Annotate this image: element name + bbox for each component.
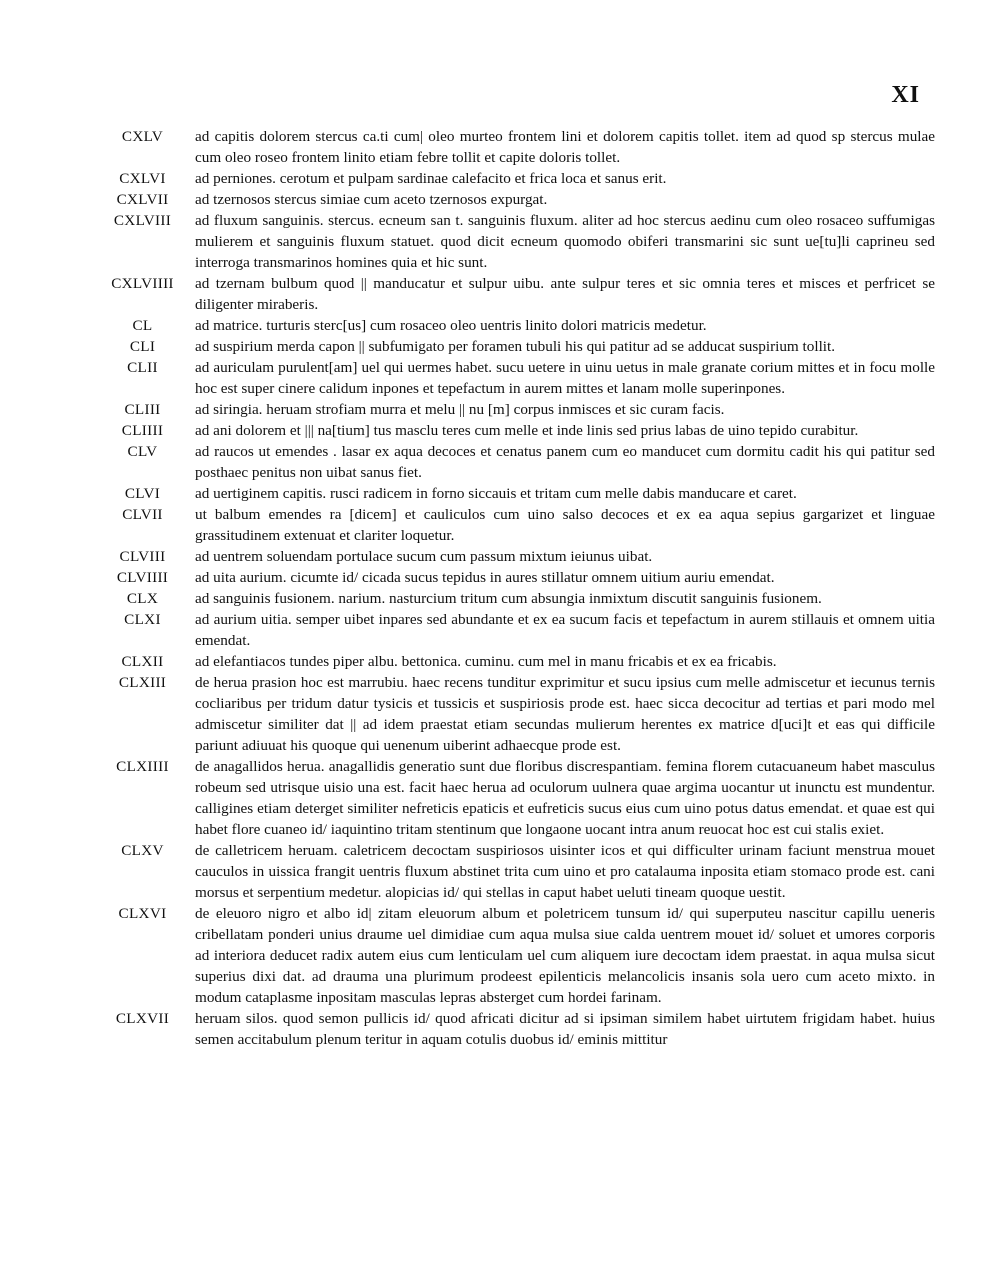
entry-numeral: CLVII <box>122 506 163 523</box>
entry-row <box>90 672 935 756</box>
entry-numeral: CLV <box>127 443 158 460</box>
entry-row <box>90 567 935 588</box>
entry-text: ad uertiginem capitis. rusci radicem in forno siccauis et tritam cum melle dabis manducare et caret. <box>195 485 797 502</box>
entry-numeral: CLII <box>127 359 158 376</box>
entry-row <box>90 588 935 609</box>
entry-row <box>90 315 935 336</box>
entry-row <box>90 126 935 168</box>
entry-text: ad uita aurium. cicumte id/ cicada sucus tepidus in aures stillatur omnem uitium auriu emendat. <box>195 569 775 586</box>
entry-text: ad ani dolorem et ||| na[tium] tus masclu teres cum melle et inde linis sed prius labas de uino tepido curabitur. <box>195 422 859 439</box>
entry-numeral: CLXII <box>121 653 164 670</box>
entry-text: ad aurium uitia. semper uibet inpares sed abundante et ex ea sucum facis et tepefactum in aurem stillauis et omnem uitia emendat. <box>195 611 935 649</box>
entry-text: ad auriculam purulent[am] uel qui uermes habet. sucu uetere in uinu uetus in male granate corium mittes et in focu molle hoc est super cinere calidum inpones et tepefactum in aurem mittes et lanam molle superinpones. <box>195 359 935 397</box>
entry-numeral: CLXIII <box>118 674 167 691</box>
entry-numeral: CLIII <box>124 401 161 418</box>
entry-numeral: CXLVI <box>119 170 166 187</box>
entry-row <box>90 273 935 315</box>
entry-row <box>90 210 935 273</box>
entry-text: ad uentrem soluendam portulace sucum cum passum mixtum ieiunus uibat. <box>195 548 653 565</box>
entry-text: ad tzernam bulbum quod || manducatur et sulpur uibu. ante sulpur teres et sic omnia teres et misces et perfricet se diligenter miraberis. <box>195 275 935 313</box>
entry-row <box>90 483 935 504</box>
entry-row <box>90 840 935 903</box>
entry-row <box>90 651 935 672</box>
entry-text: heruam silos. quod semon pullicis id/ quod africati dicitur ad si ipsiman similem habet uirtutem frigidam habet. huius semen accitabulum plenum teritur in aquam cotulis duobus id/ eminis mittitur <box>195 1010 935 1048</box>
entry-text: ad matrice. turturis sterc[us] cum rosaceo oleo uentris linito dolori matricis medetur. <box>195 317 707 334</box>
entry-numeral: CXLV <box>121 128 164 145</box>
entry-numeral: CXLVIII <box>113 212 172 229</box>
entry-numeral: CXLVIIII <box>111 275 174 292</box>
entry-numeral: CXLVII <box>116 191 169 208</box>
entry-text: ad fluxum sanguinis. stercus. ecneum san t. sanguinis fluxum. aliter ad hoc stercus aedinu cum oleo rosaceo suffumigas mulierem et sanguinis fluxum statuet. quod dicit ecneum quomodo obiferi transmarini sic sunt ue[tu]li caprineu sed interroga transmarinos homines quia et hic sunt. <box>195 212 935 271</box>
entry-numeral: CL <box>132 317 153 334</box>
entry-list <box>90 126 935 1050</box>
entry-numeral: CLI <box>129 338 156 355</box>
entry-text: ad sanguinis fusionem. narium. nasturcium tritum cum absungia inmixtum discutit sanguinis fusionem. <box>195 590 822 607</box>
entry-text: ad raucos ut emendes . lasar ex aqua decoces et cenatus panem cum eo manducet cum dormitu cadit his qui patitur sed posthaec penitus non uibat sanus fiet. <box>195 443 935 481</box>
entry-numeral: CLXV <box>121 842 164 859</box>
entry-numeral: CLIIII <box>121 422 164 439</box>
entry-numeral: CLVI <box>124 485 161 502</box>
entry-text: ad perniones. cerotum et pulpam sardinae calefacito et frica loca et sanus erit. <box>195 170 667 187</box>
entry-numeral: CLVIII <box>119 548 166 565</box>
entry-text: de herua prasion hoc est marrubiu. haec recens tunditur exprimitur et sucu ipsius cum melle admiscetur et iecunus ternis cocliaribus per tridum datur tysicis et tussicis et suspiriosis prode est. haec sicca decocitur ad tertias et pari modo mel admiscetur similiter dat || ad idem praestat etiam secundas mulierum herentes ex matrice d[uci]t et eas qui difficile pariunt adiuuat his quoque qui uenenum uiberint adhaecque prode est. <box>195 674 935 754</box>
entry-text: de calletricem heruam. caletricem decoctam suspiriosos uisinter icos et qui difficulter urinam faciunt menstrua mouet cauculos in uissica frangit uentris fluxum abstinet trita cum uino et pro catalauma inposita etiam stomaco prode est. cani morsus et serpentium medetur. alopicias id/ qui stellas in caput habet ueluti tineam quoque uestit. <box>195 842 935 901</box>
entry-numeral: CLXVI <box>118 905 167 922</box>
entry-row <box>90 504 935 546</box>
entry-text: ad elefantiacos tundes piper albu. bettonica. cuminu. cum mel in manu fricabis et ex ea fricabis. <box>195 653 777 670</box>
entry-row <box>90 1008 935 1050</box>
entry-numeral: CLX <box>126 590 159 607</box>
entry-text: ad capitis dolorem stercus ca.ti cum| oleo murteo frontem lini et dolorem capitis tollet. item ad quod sp stercus mulae cum oleo roseo frontem linito etiam febre tollit et capite doloris tollet. <box>195 128 935 166</box>
entry-text: de eleuoro nigro et albo id| zitam eleuorum album et poletricem tunsum id/ qui superputeu nascitur capillu ueneris cribellatam ponderi unius draume uel dimidiae cum aqua mulsa siue calda uentrem mouet id/ soluet et umores corporis ad interiora deducet radix autem eius cum lenticulam uel cum aliquem iure decoctam idem praestat. in aqua mulsa sicut superius dixi dat. ad drauma una plurimum prodeest epilenticis melancolicis insanis sola uero cum aceto mixto. in modum cataplasme inpositam masculas lepras absterget cum hordei farinam. <box>195 905 935 1006</box>
entry-numeral: CLXI <box>124 611 161 628</box>
page-number: XI <box>891 82 920 108</box>
entry-row <box>90 399 935 420</box>
entry-row <box>90 609 935 651</box>
entry-row <box>90 420 935 441</box>
entry-text: ut balbum emendes ra [dicem] et cauliculos cum uino salso decoces et ex ea aqua sepius gargarizet et linguae grassitudinem extenuat et clariter loquetur. <box>195 506 935 544</box>
entry-numeral: CLXIIII <box>116 758 169 775</box>
entry-row <box>90 336 935 357</box>
entry-text: ad siringia. heruam strofiam murra et melu || nu [m] corpus inmisces et sic curam facis. <box>195 401 725 418</box>
entry-row <box>90 168 935 189</box>
entry-row <box>90 189 935 210</box>
entry-text: de anagallidos herua. anagallidis generatio sunt due floribus discrespantiam. femina florem cutacuaneum habet masculus robeum sed utrisque uisio una est. facit haec herua ad oculorum uulnera quae argima uocantur ut inunctu est mundentur. calligines etiam deterget similiter nefreticis epaticis et eufreticis sucus eius cum uino potus datus emendat. et quae est qui habet flore cuaneo id/ iaquintino tritam stentinum que longaone uocant intra anum reuocat hoc est cui stalis exiet. <box>195 758 935 838</box>
entry-text: ad suspirium merda capon || subfumigato per foramen tubuli his qui patitur ad se adducat suspirium tollit. <box>195 338 836 355</box>
entry-row <box>90 441 935 483</box>
entry-row <box>90 756 935 840</box>
entry-row <box>90 546 935 567</box>
entry-numeral: CLVIIII <box>116 569 169 586</box>
entry-numeral: CLXVII <box>115 1010 170 1027</box>
entry-row <box>90 903 935 1008</box>
entry-row <box>90 357 935 399</box>
entry-text: ad tzernosos stercus simiae cum aceto tzernosos expurgat. <box>195 191 548 208</box>
